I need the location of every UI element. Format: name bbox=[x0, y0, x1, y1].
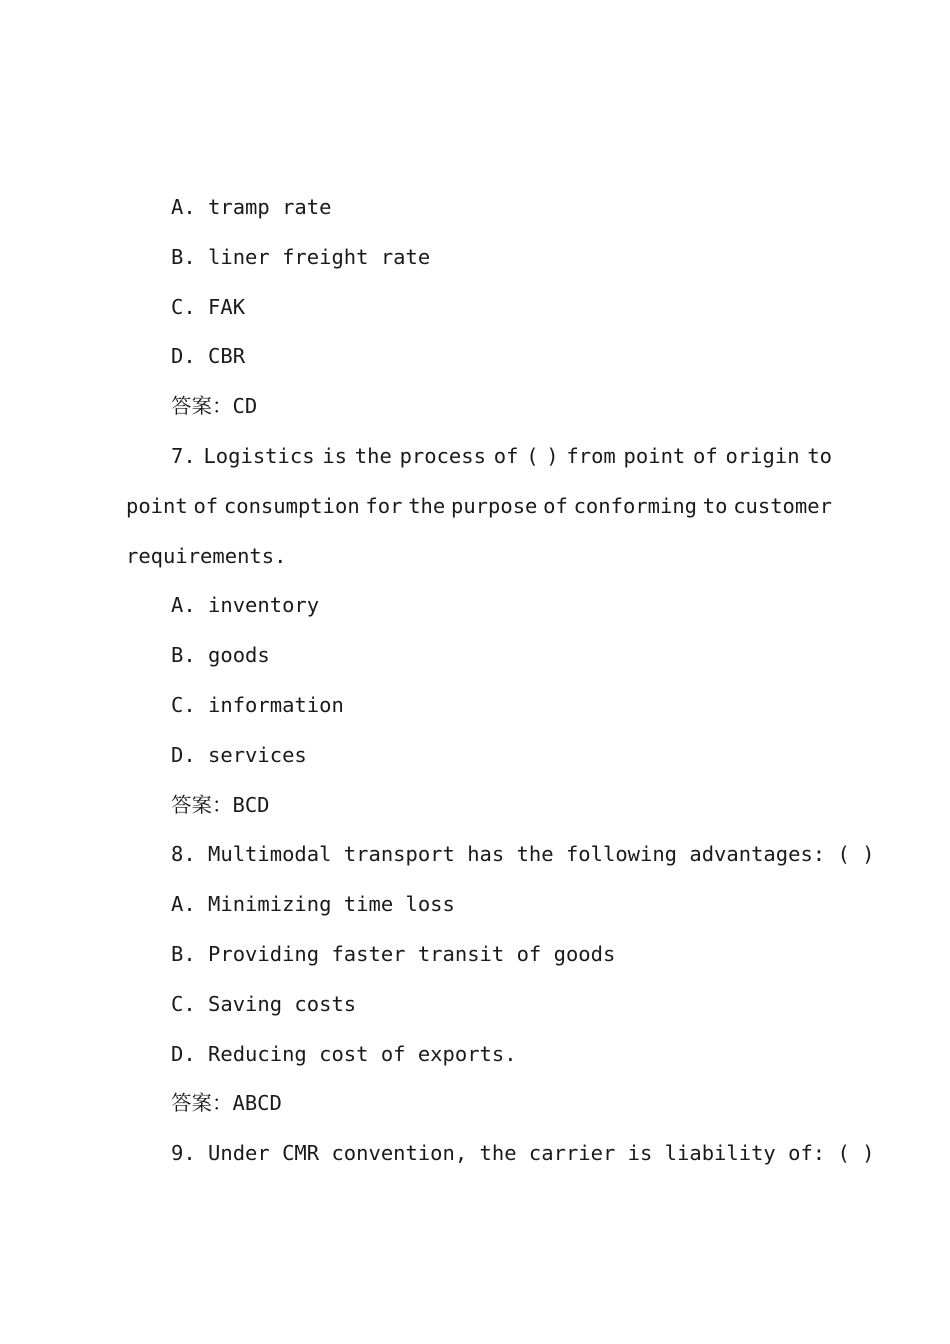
q7-answer: 答案：BCD bbox=[171, 792, 270, 817]
q6-option-c: C. FAK bbox=[171, 294, 246, 319]
q7-option-b: B. goods bbox=[171, 643, 270, 668]
q7-option-d: D. services bbox=[171, 742, 307, 767]
q8-option-a: A. Minimizing time loss bbox=[171, 892, 455, 917]
q8-option-b: B. Providing faster transit of goods bbox=[171, 941, 616, 966]
q7-question-line-1: 7. Logistics is the process of ( ) from point of origin to bbox=[171, 443, 832, 468]
q8-option-d: D. Reducing cost of exports. bbox=[171, 1041, 517, 1066]
q8-question: 8. Multimodal transport has the following advantages: ( ) bbox=[171, 842, 875, 867]
q7-question-line-2: point of consumption for the purpose of conforming to customer bbox=[126, 493, 832, 518]
document-content bbox=[126, 183, 875, 1179]
q6-answer: 答案：CD bbox=[171, 394, 258, 419]
q6-option-d: D. CBR bbox=[171, 344, 246, 369]
q7-question-line-3: requirements. bbox=[126, 543, 287, 568]
q7-option-c: C. information bbox=[171, 692, 344, 717]
q7-option-a: A. inventory bbox=[171, 593, 320, 618]
q6-option-a: A. tramp rate bbox=[171, 195, 332, 219]
q9-question: 9. Under CMR convention, the carrier is liability of: ( ) bbox=[171, 1141, 875, 1166]
q7-question bbox=[126, 432, 832, 581]
q8-answer: 答案：ABCD bbox=[171, 1091, 282, 1116]
q6-option-b: B. liner freight rate bbox=[171, 244, 431, 269]
q8-option-c: C. Saving costs bbox=[171, 991, 357, 1016]
